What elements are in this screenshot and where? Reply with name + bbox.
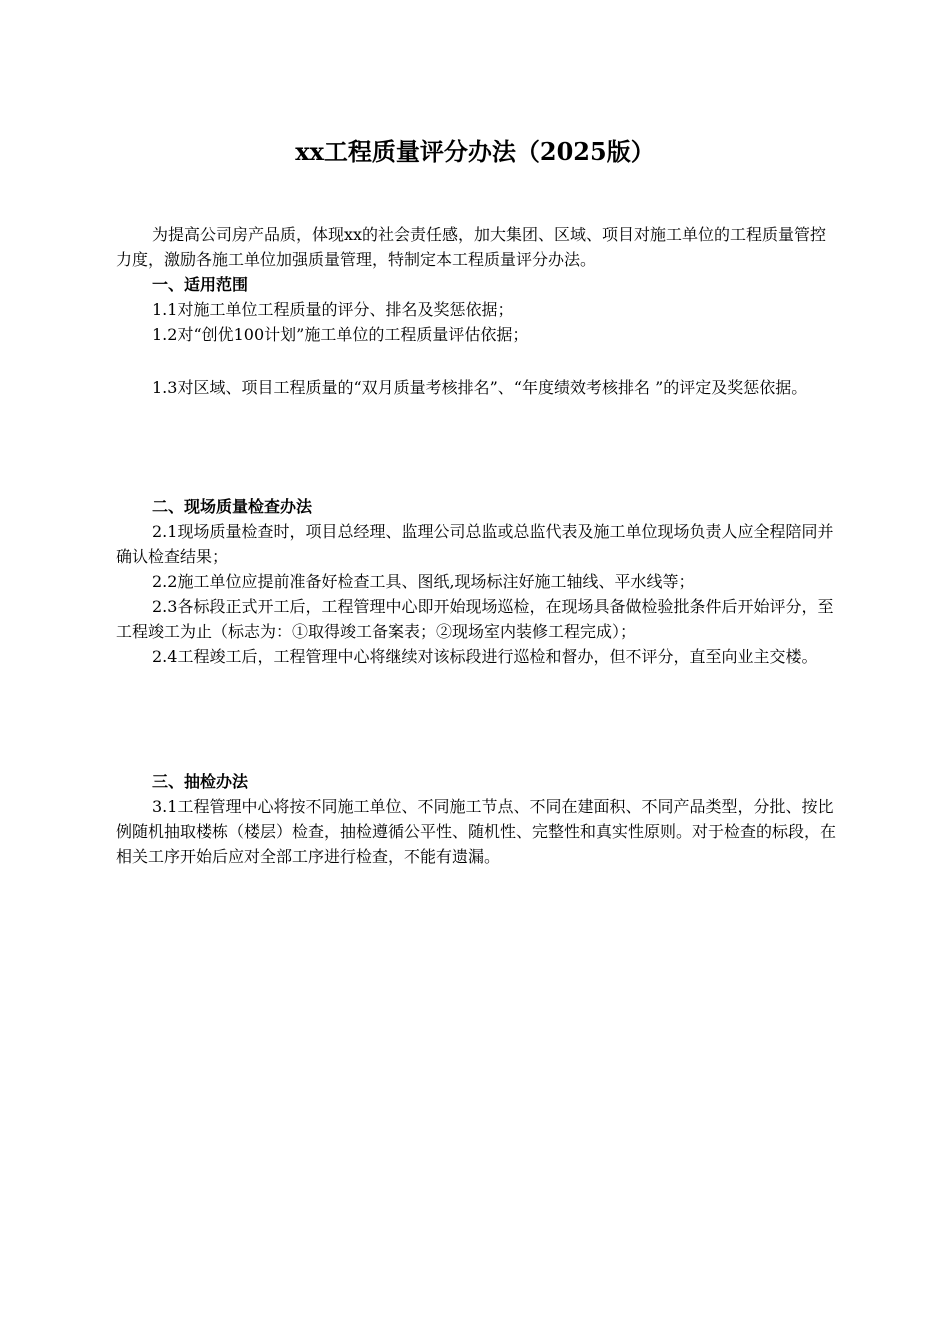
section2-item-4: 2.4工程竣工后，工程管理中心将继续对该标段进行巡检和督办，但不评分，直至向业主交楼。 — [152, 647, 818, 666]
document-title: xx工程质量评分办法（2025版） — [295, 137, 655, 166]
section2-item-3: 2.3各标段正式开工后，工程管理中心即开始现场巡检，在现场具备做检验批条件后开始评分，至工程竣工为止（标志为：①取得竣工备案表；②现场室内装修工程完成）； — [116, 597, 834, 641]
section1-item-3-block — [116, 364, 836, 412]
section2-item-1: 2.1现场质量检查时，项目总经理、监理公司总监或总监代表及施工单位现场负责人应全程陪同并确认检查结果； — [116, 522, 834, 566]
section3-block — [116, 769, 836, 869]
section2-heading: 二、现场质量检查办法 — [152, 497, 313, 516]
section3-item-1: 3.1工程管理中心将按不同施工单位、不同施工节点、不同在建面积、不同产品类型，分批、按比例随机抽取楼栋（楼层）检查，抽检遵循公平性、随机性、完整性和真实性原则。对于检查的标段，在相关工序开始后应对全部工序进行检查，不能有遗漏。 — [116, 797, 837, 866]
section2-block — [116, 494, 836, 669]
intro-block — [116, 222, 836, 347]
intro-paragraph: 为提高公司房产品质，体现xx的社会责任感，加大集团、区域、项目对施工单位的工程质量管控力度，激励各施工单位加强质量管理，特制定本工程质量评分办法。 — [116, 225, 827, 269]
section1-item-1: 1.1对施工单位工程质量的评分、排名及奖惩依据； — [152, 300, 514, 319]
section1-item-3: 1.3对区域、项目工程质量的“双月质量考核排名”、“年度绩效考核排名 ”的评定及奖惩依据。 — [152, 378, 808, 397]
section3-heading: 三、抽检办法 — [152, 772, 249, 791]
section2-item-2: 2.2施工单位应提前准备好检查工具、图纸,现场标注好施工轴线、平水线等； — [152, 572, 695, 591]
section1-item-2: 1.2对“创优100计划”施工单位的工程质量评估依据； — [152, 325, 529, 344]
section1-heading: 一、适用范围 — [152, 275, 249, 294]
